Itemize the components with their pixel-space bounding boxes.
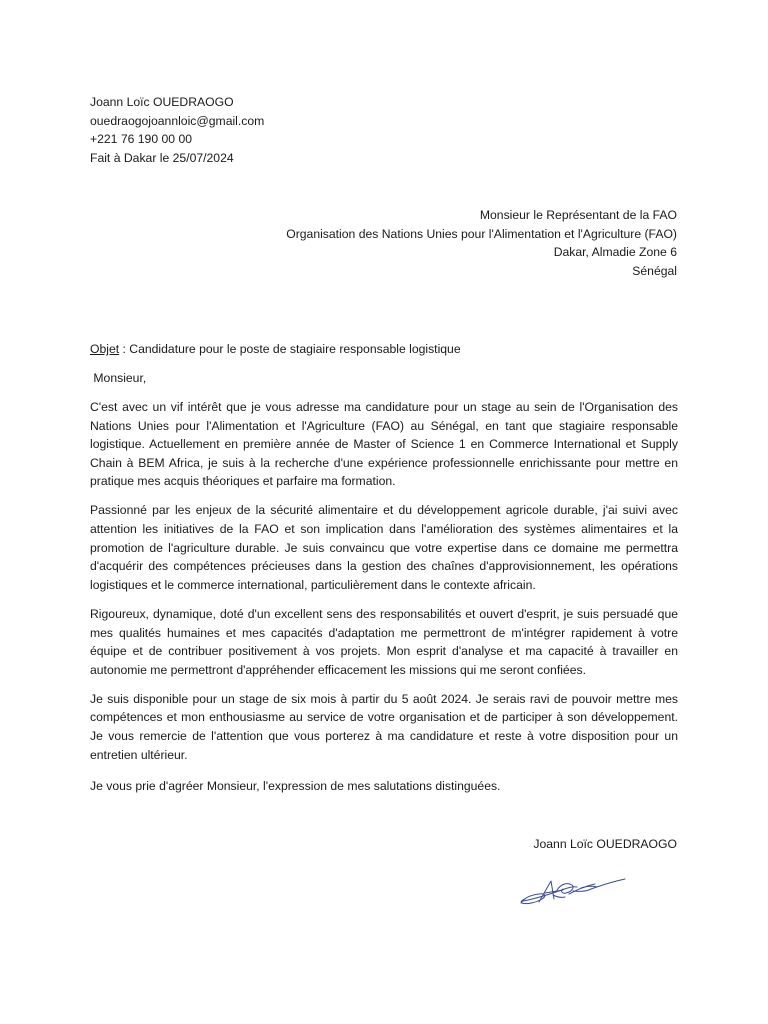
- recipient-address: Dakar, Almadie Zone 6: [553, 245, 677, 260]
- recipient-title: Monsieur le Représentant de la FAO: [479, 208, 677, 222]
- sender-name: Joann Loïc OUEDRAOGO: [90, 95, 234, 109]
- body-paragraph: C'est avec un vif intérêt que je vous adresse ma candidature pour un stage au sein de l'Organisation des Nations Unies pour l'Alimentation et l'Agriculture (FAO) au Sénégal, en tant que stagiaire responsable logistique. Actuellement en première année de Master of Science 1 en Commerce International et Supply Chain à BEM Africa, je suis à la recherche d'une expérience professionnelle enrichissante pour mettre en pratique mes acquis théoriques et parfaire ma formation.: [90, 400, 678, 489]
- place-date: Fait à Dakar le 25/07/2024: [90, 150, 234, 165]
- subject-line: [90, 340, 461, 359]
- subject-text: : Candidature pour le poste de stagiaire responsable logistique: [119, 342, 461, 356]
- subject-label: Objet: [90, 342, 120, 356]
- sender-email: ouedraogojoannloic@gmail.com: [90, 113, 265, 128]
- closing-formula: Je vous prie d'agréer Monsieur, l'expression de mes salutations distinguées.: [90, 779, 501, 793]
- signature-name: Joann Loïc OUEDRAOGO: [533, 837, 677, 851]
- body-paragraph: Passionné par les enjeux de la sécurité alimentaire et du développement agricole durable, j'ai suivi avec attention les initiatives de la FAO et son implication dans l'amélioration des systèmes alimentaires et la promotion de l'agriculture durable. Je suis convaincu que votre expertise dans ce domaine me permettra d'acquérir des compétences précieuses dans la gestion des chaînes d'approvisionnement, les opérations logistiques et le commerce international, particulièrement dans le contexte africain.: [90, 503, 678, 592]
- body-paragraph: Rigoureux, dynamique, doté d'un excellent sens des responsabilités et ouvert d'esprit, je suis persuadé que mes qualités humaines et mes capacités d'adaptation me permettront de m'intégrer rapidement à votre équipe et de contribuer positivement à vos projets. Mon esprit d'analyse et ma capacité à travailler en autonomie me permettront d'appréhender efficacement les missions qui me seront confiées.: [90, 606, 678, 677]
- body-paragraph: Je suis disponible pour un stage de six mois à partir du 5 août 2024. Je serais ravi de pouvoir mettre mes compétences et mon enthousiasme au service de votre organisation et de participer à son développement. Je vous remercie de l'attention que vous porterez à ma candidature et reste à votre disposition pour un entretien ultérieur.: [90, 691, 678, 762]
- letter-body: [90, 398, 678, 775]
- sender-phone: +221 76 190 00 00: [90, 132, 192, 147]
- handwritten-signature: [515, 868, 635, 918]
- sender-block: [90, 93, 264, 167]
- recipient-block: [286, 206, 677, 280]
- salutation: Monsieur,: [90, 371, 147, 385]
- recipient-country: Sénégal: [632, 263, 677, 278]
- recipient-organisation: Organisation des Nations Unies pour l'Alimentation et l'Agriculture (FAO): [286, 226, 677, 241]
